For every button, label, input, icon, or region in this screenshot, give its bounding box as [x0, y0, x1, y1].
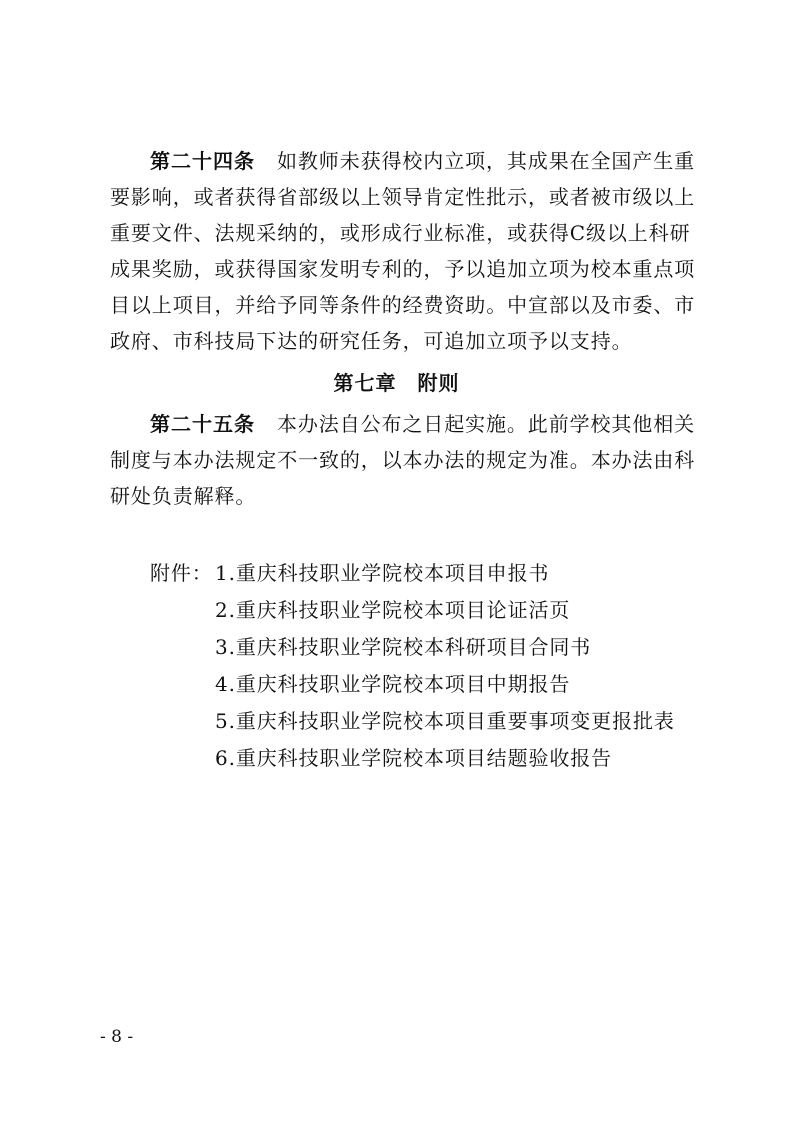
article-24-heading: 第二十四条: [150, 149, 255, 173]
attachment-item-2: 2.重庆科技职业学院校本项目论证活页: [215, 598, 571, 622]
attachment-item-3: 3.重庆科技职业学院校本科研项目合同书: [215, 635, 592, 659]
article-24-line-5: 目以上项目，并给予同等条件的经费资助。中宣部以及市委、市: [110, 293, 696, 317]
attachments-label: 附件：: [150, 561, 213, 585]
article-24-line-1: [150, 144, 740, 179]
article-24-line-4: 成果奖励，或获得国家发明专利的，予以追加立项为校本重点项: [110, 257, 696, 281]
article-24-line-3: 重要文件、法规采纳的，或形成行业标准，或获得C级以上科研: [110, 221, 691, 245]
attachment-item-1: 1.重庆科技职业学院校本项目申报书: [215, 561, 550, 585]
article-25-line-3: 研处负责解释。: [110, 484, 257, 508]
article-25-text: 本办法自公布之日起实施。此前学校其他相关: [277, 412, 695, 436]
article-25-heading: 第二十五条: [150, 412, 255, 436]
article-25-line-1: [150, 407, 740, 442]
attachment-item-4: 4.重庆科技职业学院校本项目中期报告: [215, 672, 571, 696]
attachment-item-6: 6.重庆科技职业学院校本项目结题验收报告: [215, 746, 613, 770]
attachment-item-5: 5.重庆科技职业学院校本项目重要事项变更报批表: [215, 709, 675, 733]
article-24-line-6: 政府、市科技局下达的研究任务，可追加立项予以支持。: [110, 329, 633, 353]
article-25-line-2: 制度与本办法规定不一致的，以本办法的规定为准。本办法由科: [110, 448, 696, 472]
chapter-title: 第七章 附则: [333, 371, 460, 395]
page-number: - 8 -: [100, 1027, 134, 1047]
article-24-line-2: 要影响，或者获得省部级以上领导肯定性批示，或者被市级以上: [110, 185, 696, 209]
article-24-text: 如教师未获得校内立项，其成果在全国产生重: [277, 149, 695, 173]
